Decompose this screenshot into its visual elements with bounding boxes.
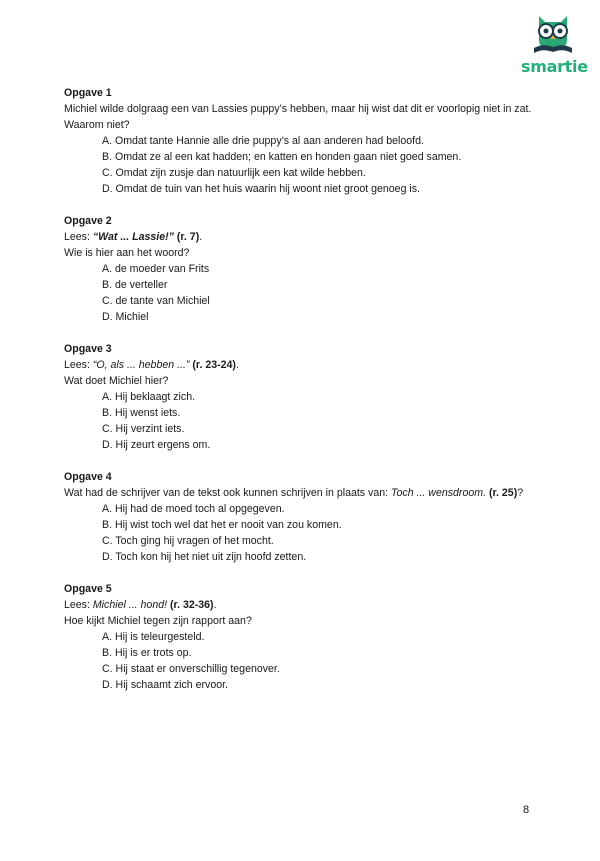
answer-option: B. Hij is er trots op. [102,647,192,659]
answer-option: B. Omdat ze al een kat hadden; en katten en honden gaan niet goed samen. [102,151,462,163]
quote: Toch ... wensdroom. [391,487,487,499]
punctuation: . [199,231,203,243]
question-prompt [64,485,544,501]
quote: “Wat ... Lassie!” [92,231,174,243]
question-title: Opgave 1 [64,87,112,99]
answer-option: B. Hij wenst iets. [102,407,181,419]
logo-text: smartie [521,57,588,76]
answer-option: A. de moeder van Frits [102,263,210,275]
answer-option: D. Toch kon hij het niet uit zijn hoofd zetten. [102,551,307,563]
question-prompt: Waarom niet? [64,119,130,131]
question-3 [64,342,544,453]
question-reference [64,229,544,245]
answer-option: B. Hij wist toch wel dat het er nooit van zou komen. [102,519,342,531]
answer-options [102,629,544,693]
answer-option: A. Omdat tante Hannie alle drie puppy’s al aan anderen had beloofd. [102,135,424,147]
answer-option: C. de tante van Michiel [102,295,210,307]
punctuation: ? [517,487,524,499]
answer-option: D. Hij schaamt zich ervoor. [102,679,228,691]
answer-option: A. Hij is teleurgesteld. [102,631,205,643]
lees-label: Lees: [64,359,93,371]
answer-option: D. Omdat de tuin van het huis waarin hij woont niet groot genoeg is. [102,183,420,195]
answer-option: C. Hij staat er onverschillig tegenover. [102,663,280,675]
quote: Michiel ... hond! [92,599,168,611]
question-title: Opgave 2 [64,215,112,227]
punctuation: . [235,359,239,371]
question-title: Opgave 3 [64,343,112,355]
answer-options [102,501,544,565]
question-title: Opgave 5 [64,583,112,595]
question-reference [64,597,544,613]
prompt-text: Wat had de schrijver van de tekst ook kunnen schrijven in plaats van: [64,487,392,499]
punctuation: . [213,599,217,611]
answer-option: A. Hij beklaagt zich. [102,391,196,403]
answer-options [102,133,544,197]
answer-options [102,389,544,453]
question-4 [64,470,544,565]
lees-label: Lees: [64,599,93,611]
line-reference: (r. 23-24) [189,359,236,371]
line-reference: (r. 32-36) [167,599,214,611]
question-prompt: Wie is hier aan het woord? [64,247,190,259]
line-reference: (r. 7) [173,231,200,243]
page-number: 8 [523,804,530,816]
question-prompt: Wat doet Michiel hier? [64,375,169,387]
question-prompt: Hoe kijkt Michiel tegen zijn rapport aan? [64,615,252,627]
answer-option: A. Hij had de moed toch al opgegeven. [102,503,285,515]
quote: “O, als ... hebben ...” [92,359,190,371]
lees-label: Lees: [64,231,93,243]
owl-icon [533,10,573,54]
answer-options [102,261,544,325]
answer-option: C. Omdat zijn zusje dan natuurlijk een kat wilde hebben. [102,167,366,179]
worksheet [64,86,544,710]
smartie-logo [521,10,588,76]
line-reference: (r. 25) [486,487,518,499]
answer-option: D. Hij zeurt ergens om. [102,439,211,451]
answer-option: C. Hij verzint iets. [102,423,185,435]
question-reference [64,357,544,373]
answer-option: C. Toch ging hij vragen of het mocht. [102,535,274,547]
question-title: Opgave 4 [64,471,112,483]
question-1 [64,86,544,197]
question-2 [64,214,544,325]
question-prompt: Michiel wilde dolgraag een van Lassies puppy’s hebben, maar hij wist dat dit er voorlopig niet in zat. [64,103,532,115]
question-5 [64,582,544,693]
answer-option: D. Michiel [102,311,149,323]
answer-option: B. de verteller [102,279,168,291]
